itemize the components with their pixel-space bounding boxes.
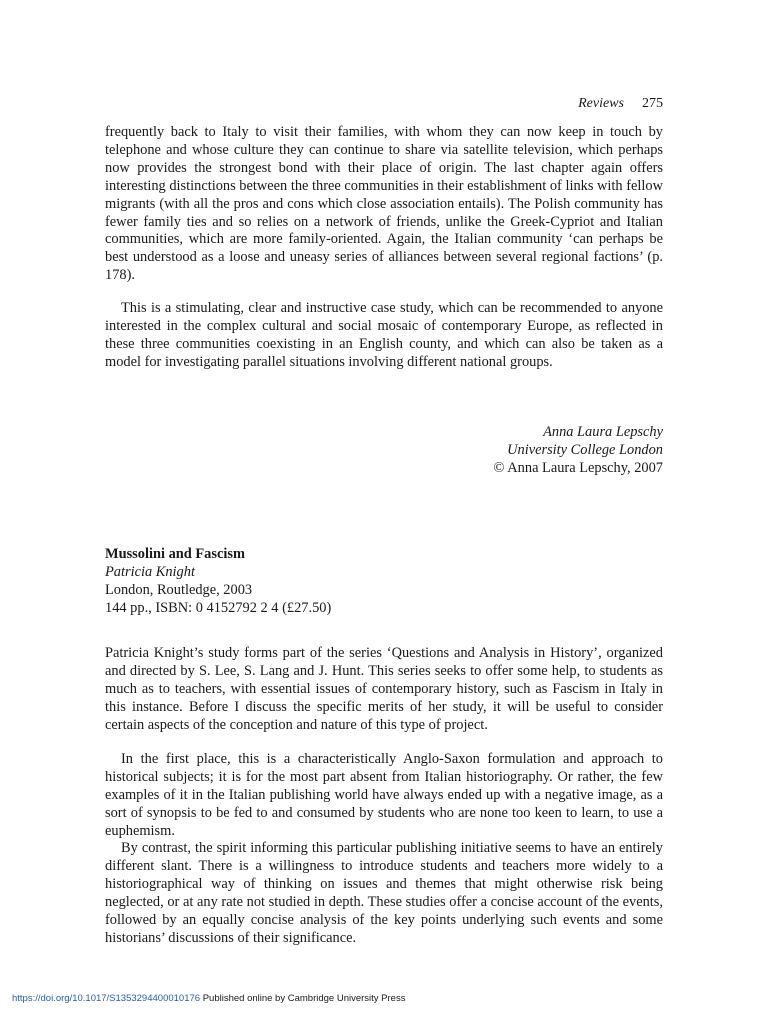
- review1-paragraph-2: This is a stimulating, clear and instructive case study, which can be recommended to anyone interested in the complex cultural and social mosaic of contemporary Europe, as reflected in these three communities coexisting in an English county, and which can also be taken as a model for investigating parallel situations involving different national groups.: [105, 300, 663, 370]
- running-head-section: Reviews: [578, 96, 624, 111]
- book-header: [105, 545, 331, 617]
- doi-link[interactable]: https://doi.org/10.1017/S1353294400010176: [12, 993, 201, 1004]
- page-footer: [12, 993, 405, 1005]
- review2-block-3: [105, 840, 663, 947]
- book-details: 144 pp., ISBN: 0 4152792 2 4 (£27.50): [105, 600, 332, 616]
- book-publisher: London, Routledge, 2003: [105, 582, 253, 598]
- review1-final-block: [105, 300, 663, 372]
- review1-continued-block: [105, 124, 663, 285]
- reviewer-signature: [494, 423, 663, 477]
- review2-block-2: [105, 751, 663, 841]
- published-online-text: Published online by Cambridge University Press: [200, 993, 406, 1004]
- running-head: [578, 95, 663, 113]
- review2-paragraph-2: In the first place, this is a characteristically Anglo-Saxon formulation and approach to historical subjects; it is for the most part absent from Italian historiography. Or rather, the few examples of it in the Italian publishing world have always ended up with a negative image, as a sort of synopsis to be fed to and consumed by students who are none too keen to learn, to use a euphemism.: [105, 751, 663, 839]
- page-number: 275: [642, 96, 663, 111]
- reviewer-name: Anna Laura Lepschy: [543, 424, 663, 440]
- review2-paragraph-1: Patricia Knight’s study forms part of the series ‘Questions and Analysis in History’, organized and directed by S. Lee, S. Lang and J. Hunt. This series seeks to offer some help, to students as much as to teachers, with essential issues of contemporary history, such as Fascism in Italy in this instance. Before I discuss the specific merits of her study, it will be useful to consider certain aspects of the conception and nature of this type of project.: [105, 645, 663, 733]
- review2-paragraph-3: By contrast, the spirit informing this particular publishing initiative seems to have an entirely different slant. There is a willingness to introduce students and teachers more widely to a historiographical way of thinking on issues and themes that might otherwise risk being neglected, or at any rate not studied in depth. These studies offer a concise account of the events, followed by an equally concise analysis of the key points underlying such events and some historians’ discussions of their significance.: [105, 840, 663, 946]
- copyright-line: © Anna Laura Lepschy, 2007: [493, 460, 663, 476]
- review2-block-1: [105, 645, 663, 735]
- book-author: Patricia Knight: [105, 564, 195, 580]
- book-title: Mussolini and Fascism: [105, 546, 245, 562]
- reviewer-affiliation: University College London: [507, 442, 663, 458]
- review1-paragraph-continued: frequently back to Italy to visit their families, with whom they can now keep in touch by telephone and whose culture they can continue to share via satellite television, which perhaps now provides the strongest bond with their place of origin. The last chapter again offers interesting distinctions between the three communities in their establishment of links with fellow migrants (with all the pros and cons which close association entails). The Polish community has fewer family ties and so relies on a network of friends, unlike the Greek-Cypriot and Italian communities, which are more family-oriented. Again, the Italian community ‘can perhaps be best understood as a loose and uneasy series of alliances between several regional factions’ (p. 178).: [105, 124, 663, 284]
